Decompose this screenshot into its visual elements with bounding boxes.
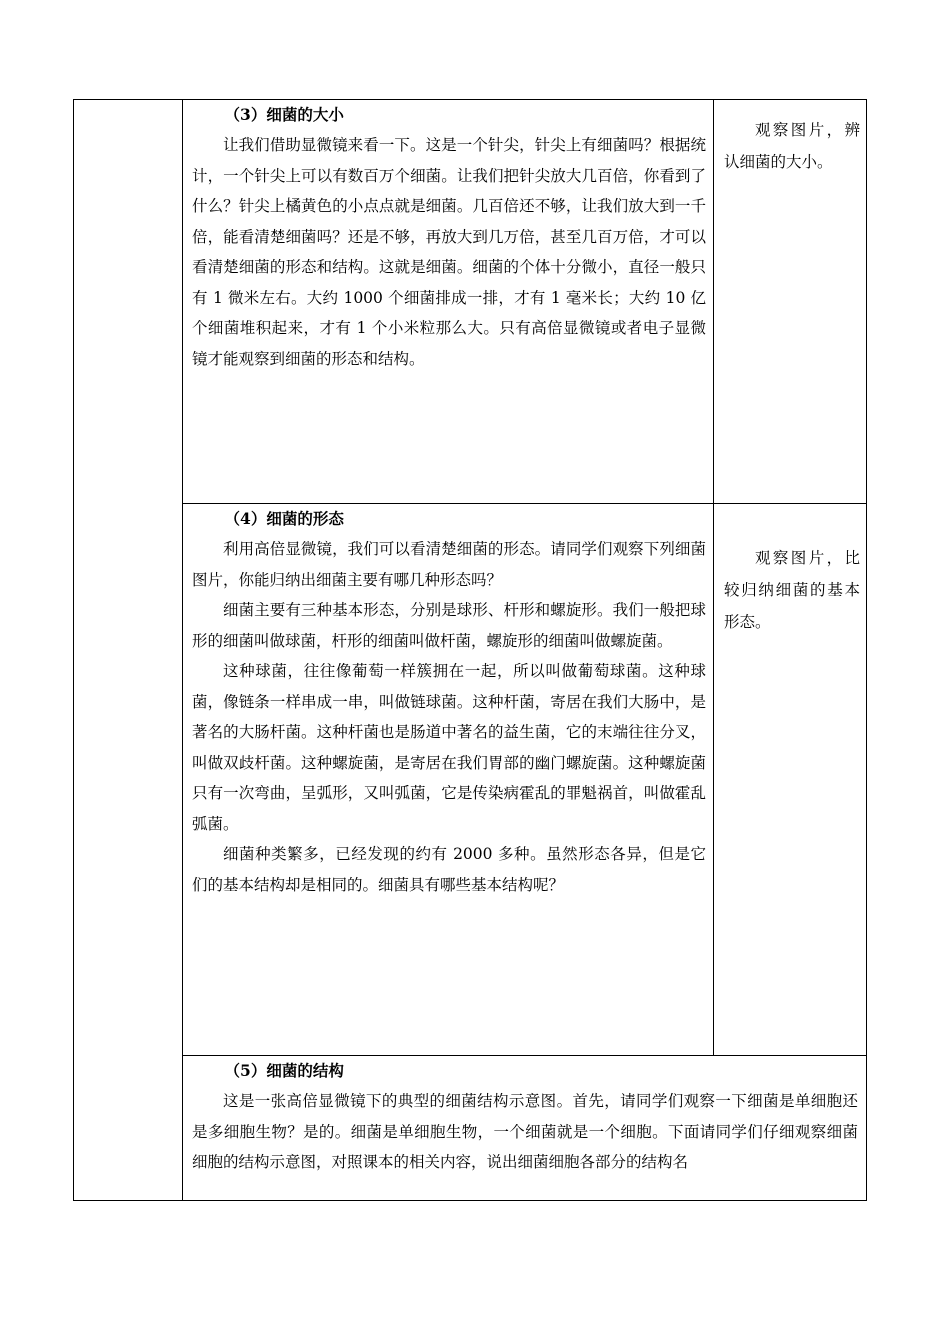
table-row-divider xyxy=(182,1055,867,1056)
activity-text: 观察图片，比较归纳细菌的基本形态。 xyxy=(724,549,860,631)
activity-text: 观察图片，辨认细菌的大小。 xyxy=(724,121,860,171)
section-size-activity xyxy=(724,114,860,178)
paragraph: 这种球菌，往往像葡萄一样簇拥在一起，所以叫做葡萄球菌。这种球菌，像链条一样串成一串，叫做链球菌。这种杆菌，寄居在我们大肠中，是著名的大肠杆菌。这种杆菌也是肠道中著名的益生菌，它的末端往往分叉，叫做双歧杆菌。这种螺旋菌，是寄居在我们胃部的幽门螺旋菌。这种螺旋菌只有一次弯曲，呈弧形，又叫弧菌，它是传染病霍乱的罪魁祸首，叫做霍乱弧菌。 xyxy=(192,662,706,833)
section-size-content xyxy=(192,104,706,374)
table-column-divider xyxy=(182,99,183,1201)
table-column-divider xyxy=(713,99,714,1056)
table-row-divider xyxy=(182,503,867,504)
table-border-bottom xyxy=(73,1200,867,1201)
paragraph: 细菌主要有三种基本形态，分别是球形、杆形和螺旋形。我们一般把球形的细菌叫做球菌，杆形的细菌叫做杆菌，螺旋形的细菌叫做螺旋菌。 xyxy=(192,601,706,650)
section-shape-content xyxy=(192,508,706,900)
paragraph: 让我们借助显微镜来看一下。这是一个针尖，针尖上有细菌吗？根据统计，一个针尖上可以有数百万个细菌。让我们把针尖放大几百倍，你看到了什么？针尖上橘黄色的小点点就是细菌。几百倍还不够，让我们放大到一千倍，能看清楚细菌吗？还是不够，再放大到几万倍，甚至几百万倍，才可以看清楚细菌的形态和结构。这就是细菌。细菌的个体十分微小，直径一般只有 1 微米左右。大约 1000 个细菌排成一排，才有 1 毫米长；大约 10 亿个细菌堆积起来，才有 1 个小米粒那么大。只有高倍显微镜或者电子显微镜才能观察到细菌的形态和结构。 xyxy=(192,136,706,368)
section-structure-content xyxy=(192,1060,858,1178)
section-heading: （3）细菌的大小 xyxy=(224,105,344,124)
paragraph: 这是一张高倍显微镜下的典型的细菌结构示意图。首先，请同学们观察一下细菌是单细胞还是多细胞生物？是的。细菌是单细胞生物，一个细菌就是一个细胞。下面请同学们仔细观察细菌细胞的结构示意图，对照课本的相关内容，说出细菌细胞各部分的结构名 xyxy=(192,1092,858,1171)
section-shape-activity xyxy=(724,542,860,638)
table-border-left xyxy=(73,99,74,1201)
section-heading: （4）细菌的形态 xyxy=(224,509,344,528)
table-border-right xyxy=(866,99,867,1201)
table-border-top xyxy=(73,99,867,100)
section-heading: （5）细菌的结构 xyxy=(224,1061,344,1080)
paragraph: 利用高倍显微镜，我们可以看清楚细菌的形态。请同学们观察下列细菌图片，你能归纳出细菌主要有哪几种形态吗？ xyxy=(192,540,706,589)
paragraph: 细菌种类繁多，已经发现的约有 2000 多种。虽然形态各异，但是它们的基本结构却是相同的。细菌具有哪些基本结构呢？ xyxy=(192,845,706,894)
